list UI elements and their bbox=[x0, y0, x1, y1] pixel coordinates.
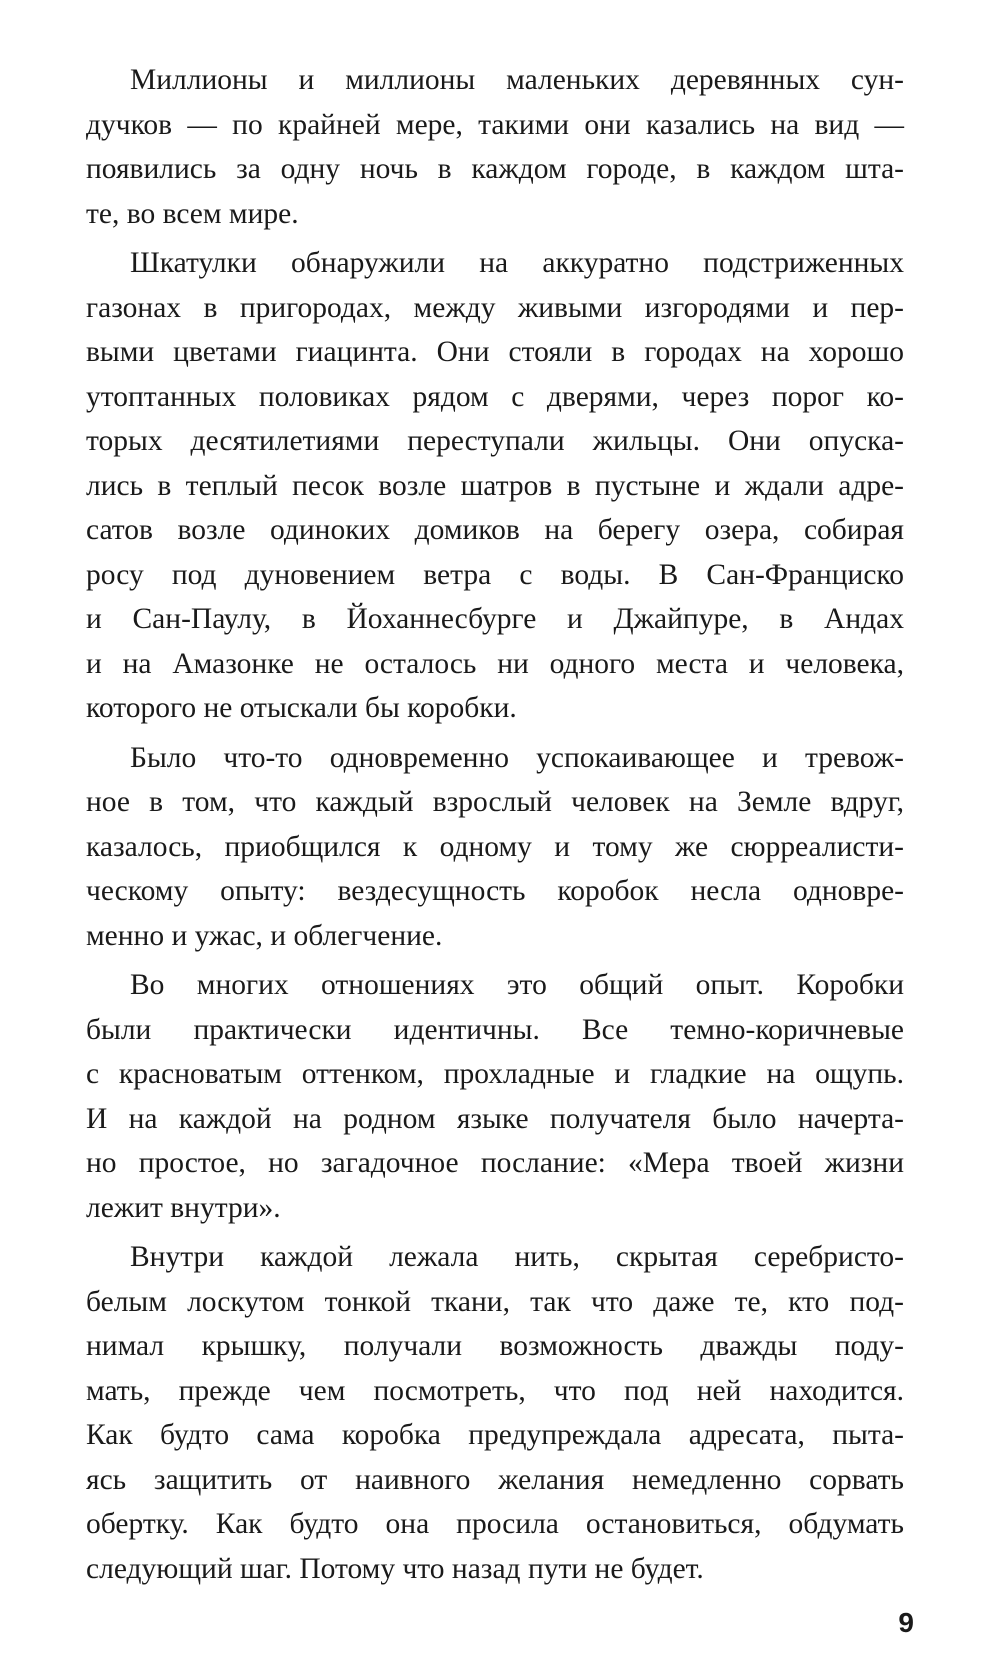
text-line: утоптанных половиках рядом с дверями, через порог ко- bbox=[86, 380, 904, 413]
text-line: Было что-то одновременно успокаивающее и тревож- bbox=[130, 741, 904, 774]
text-line: Внутри каждой лежала нить, скрытая серебристо- bbox=[130, 1241, 904, 1273]
text-line: следующий шаг. Потому что назад пути не будет. bbox=[86, 1552, 704, 1585]
paragraph-1 bbox=[86, 58, 904, 236]
text-line: сатов возле одиноких домиков на берегу озера, собирая bbox=[86, 514, 904, 546]
paragraph-4 bbox=[86, 963, 904, 1230]
text-line: лежит внутри». bbox=[86, 1191, 281, 1224]
text-line: дучков — по крайней мере, такими они казались на вид — bbox=[86, 108, 904, 141]
paragraph-2 bbox=[86, 241, 904, 731]
text-line: мать, прежде чем посмотреть, что под ней находится. bbox=[86, 1374, 904, 1407]
text-line: Миллионы и миллионы маленьких деревянных сун- bbox=[130, 64, 904, 96]
text-line: казалось, приобщился к одному и тому же сюрреалисти- bbox=[86, 830, 904, 863]
text-line: Шкатулки обнаружили на аккуратно подстриженных bbox=[130, 247, 904, 279]
text-line: которого не отыскали бы коробки. bbox=[86, 692, 517, 724]
text-line: и Сан-Паулу, в Йоханнесбурге и Джайпуре, в Андах bbox=[86, 603, 904, 635]
paragraph-3 bbox=[86, 736, 904, 959]
text-line: белым лоскутом тонкой ткани, так что даже те, кто под- bbox=[86, 1285, 904, 1318]
text-line: лись в теплый песок возле шатров в пустыне и ждали адре- bbox=[86, 469, 904, 502]
text-line: росу под дуновением ветра с воды. В Сан-Франциско bbox=[86, 558, 904, 591]
body-text bbox=[86, 58, 904, 1591]
text-line: ческому опыту: вездесущность коробок несла одновре- bbox=[86, 875, 904, 907]
text-line: торых десятилетиями переступали жильцы. Они опуска- bbox=[86, 425, 904, 457]
text-line: И на каждой на родном языке получателя было начерта- bbox=[86, 1102, 904, 1135]
text-line: с красноватым оттенком, прохладные и гладкие на ощупь. bbox=[86, 1058, 904, 1090]
text-line: газонах в пригородах, между живыми изгородями и пер- bbox=[86, 291, 904, 324]
text-line: и на Амазонке не осталось ни одного места и человека, bbox=[86, 647, 904, 680]
text-line: ясь защитить от наивного желания немедленно сорвать bbox=[86, 1463, 904, 1496]
text-line: Во многих отношениях это общий опыт. Коробки bbox=[130, 969, 904, 1001]
text-line: нимал крышку, получали возможность дважды поду- bbox=[86, 1330, 904, 1362]
text-line: менно и ужас, и облегчение. bbox=[86, 919, 443, 952]
text-line: выми цветами гиацинта. Они стояли в городах на хорошо bbox=[86, 336, 904, 368]
paragraph-5 bbox=[86, 1235, 904, 1591]
page-number: 9 bbox=[898, 1607, 914, 1638]
text-line: те, во всем мире. bbox=[86, 197, 299, 230]
text-line: ное в том, что каждый взрослый человек на Земле вдруг, bbox=[86, 786, 904, 818]
text-line: Как будто сама коробка предупреждала адресата, пыта- bbox=[86, 1419, 904, 1451]
text-line: были практически идентичны. Все темно-коричневые bbox=[86, 1013, 904, 1046]
text-line: обертку. Как будто она просила остановиться, обдумать bbox=[86, 1508, 904, 1540]
text-line: но простое, но загадочное послание: «Мера твоей жизни bbox=[86, 1147, 904, 1179]
text-line: появились за одну ночь в каждом городе, в каждом шта- bbox=[86, 153, 904, 185]
